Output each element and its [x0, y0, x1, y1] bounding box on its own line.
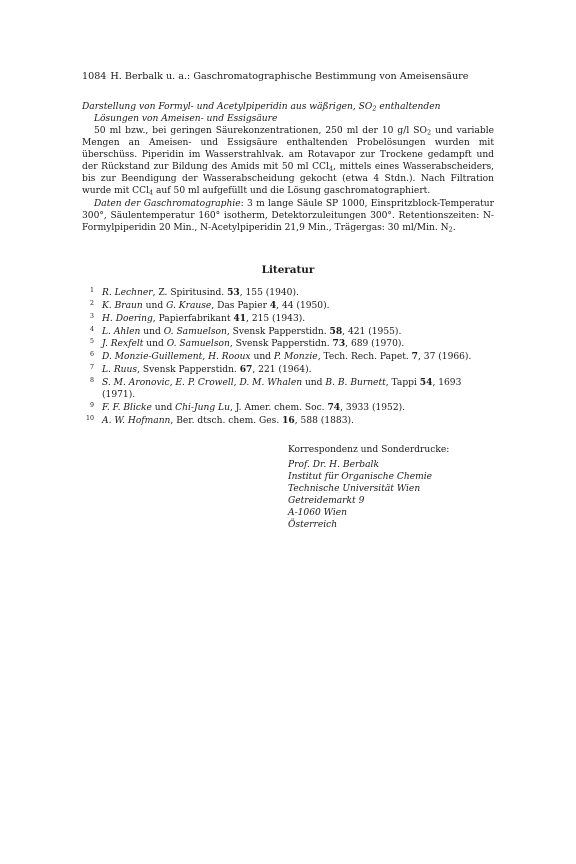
reference-text: , Ber. dtsch. chem. Ges. — [170, 415, 283, 426]
reference-item — [82, 415, 494, 428]
subscript: 4 — [328, 164, 334, 173]
reference-item — [82, 326, 494, 339]
reference-number: 8 — [89, 377, 94, 385]
correspondence-block — [288, 444, 494, 531]
reference-text: und — [250, 352, 274, 363]
reference-text: , 1693 (1971). — [102, 378, 462, 401]
reference-author: S. M. Aronovic, E. P. Crowell, D. M. Whalen — [102, 378, 303, 389]
reference-text: und — [142, 300, 167, 311]
reference-volume: 4 — [269, 299, 277, 311]
reference-author: Chi-Jung Lu — [175, 403, 230, 413]
reference-text: , Papierfabrikant — [152, 313, 234, 324]
page — [82, 70, 494, 531]
reference-text: , Svensk Papperstidn. — [226, 326, 330, 337]
reference-volume: 58 — [329, 325, 343, 337]
address-line: Getreidemarkt 9 — [288, 495, 365, 506]
reference-number: 4 — [89, 325, 94, 333]
subscript: 2 — [448, 225, 453, 234]
reference-number: 3 — [89, 312, 94, 320]
reference-number: 1 — [89, 286, 94, 294]
reference-text: , J. Amer. chem. Soc. — [229, 403, 328, 413]
section-title — [82, 101, 494, 125]
text-run: 50 ml bzw., bei geringen Säurekonzentrationen, 250 ml der 10 g/l SO — [94, 126, 427, 136]
reference-author: G. Krause — [166, 300, 212, 311]
reference-text: und — [140, 326, 164, 337]
reference-number: 2 — [89, 299, 94, 307]
reference-author: L. Ahlen — [102, 326, 141, 337]
correspondence-address — [288, 459, 494, 531]
reference-text: , 221 (1964). — [252, 365, 312, 376]
section-title-line2: Lösungen von Ameisen- und Essigsäure — [94, 114, 278, 124]
reference-author: P. Monzie — [273, 352, 318, 363]
running-title: H. Berbalk u. a.: Gaschromatographische Bestimmung von Ameisensäure — [110, 71, 469, 82]
reference-item — [82, 313, 494, 326]
reference-text: , 421 (1955). — [342, 326, 402, 337]
reference-text: und — [302, 378, 326, 389]
reference-author: A. W. Hofmann — [102, 415, 171, 426]
reference-text: , Tappi — [385, 378, 420, 389]
reference-text: , 37 (1966). — [418, 352, 472, 363]
reference-item — [82, 377, 494, 402]
reference-author: F. F. Blicke — [102, 403, 152, 413]
reference-author: B. B. Burnett — [325, 378, 386, 389]
reference-volume: 53 — [227, 286, 240, 298]
reference-volume: 16 — [282, 414, 295, 426]
reference-volume: 54 — [419, 377, 433, 389]
reference-text: , 588 (1883). — [294, 415, 354, 426]
subscript: 4 — [148, 188, 154, 197]
reference-list — [82, 287, 494, 428]
text-run: und variable Mengen an Ameisen- und Essigsäure enthaltenden Probelösungen wurden mit überschüss. Piperidin im Wasserstrahlvak. am Rotavapor zur Trockene gedampft und der Rückstand zur Bildung des Amids mit 50 ml CCl — [82, 126, 494, 173]
address-line: Technische Universität Wien — [288, 483, 421, 494]
reference-number: 10 — [85, 414, 94, 422]
address-line: A-1060 Wien — [288, 507, 348, 518]
reference-text: , Das Papier — [211, 300, 270, 311]
literature-heading: Literatur — [261, 263, 315, 276]
section-title-part: enthaltenden — [376, 102, 441, 112]
reference-number: 7 — [89, 364, 94, 372]
reference-item — [82, 351, 494, 364]
running-header — [82, 70, 494, 83]
reference-text: , Tech. Rech. Papet. — [317, 352, 412, 363]
reference-item — [82, 300, 494, 313]
correspondence-label: Korrespondenz und Sonderdrucke: — [288, 444, 450, 455]
reference-text: , Svensk Papperstidn. — [229, 339, 333, 350]
subscript: 2 — [372, 104, 377, 113]
reference-text: , 689 (1970). — [345, 339, 405, 350]
reference-item — [82, 364, 494, 377]
text-run: , mittels eines Wasserabscheiders, bis zur Beendigung der Wasserabscheidung gekocht (etwa 4 Stdn.). Nach Filtration wurde mit CCl — [82, 162, 494, 197]
reference-author: O. Samuelson — [163, 326, 227, 337]
procedure-paragraph — [82, 125, 494, 198]
reference-volume: 7 — [411, 351, 418, 363]
gc-data-paragraph — [82, 198, 494, 234]
reference-author: O. Samuelson — [166, 339, 230, 350]
reference-volume: 67 — [239, 364, 253, 376]
reference-number: 9 — [89, 402, 94, 409]
reference-number: 6 — [89, 351, 94, 359]
reference-author: H. Doering — [102, 313, 153, 324]
reference-item — [82, 338, 494, 351]
reference-text: und — [151, 403, 176, 413]
reference-author: D. Monzie-Guillement, H. Rooux — [102, 352, 251, 363]
reference-author: L. Ruus — [102, 365, 138, 376]
section-title-part: Darstellung von Formyl- und Acetylpiperidin aus wäßrigen, SO — [82, 102, 373, 112]
reference-item — [82, 402, 494, 415]
page-number: 1084 — [82, 71, 107, 82]
reference-author: K. Braun — [102, 300, 143, 311]
reference-text: , 3933 (1952). — [340, 403, 406, 413]
text-run: auf 50 ml aufgefüllt und die Lösung gaschromatographiert. — [153, 186, 431, 197]
address-line: Prof. Dr. H. Berbalk — [288, 459, 379, 470]
reference-text: , 215 (1943). — [246, 313, 306, 324]
reference-author: J. Rexfelt — [102, 339, 144, 350]
reference-volume: 74 — [327, 402, 341, 413]
reference-text: , Z. Spiritusind. — [152, 287, 228, 298]
reference-author: R. Lechner — [102, 287, 153, 298]
reference-number: 5 — [89, 338, 94, 346]
reference-volume: 73 — [332, 338, 346, 350]
subscript: 2 — [426, 128, 432, 137]
reference-volume: 41 — [233, 312, 247, 324]
reference-text: und — [143, 339, 167, 350]
reference-text: , 155 (1940). — [239, 287, 299, 298]
text-run: . — [452, 222, 456, 233]
text-run: : 3 m lange Säule SP 1000, Einspritzblock-Temperatur 300°, Säulentemperatur 160° isotherm, Detektorzuleitungen 300°. Retentionszeiten: N-Formylpiperidin 20 Min., N-Acetylpiperidin 21,9 Min., Trägergas: 30 ml/Min. N — [82, 198, 494, 233]
reference-text: , Svensk Papperstidn. — [137, 365, 240, 376]
reference-item — [82, 287, 494, 300]
address-line: Institut für Organische Chemie — [288, 471, 433, 482]
reference-text: , 44 (1950). — [276, 300, 330, 311]
address-line: Österreich — [288, 519, 338, 530]
gc-data-label: Daten der Gaschromatographie — [94, 198, 241, 209]
